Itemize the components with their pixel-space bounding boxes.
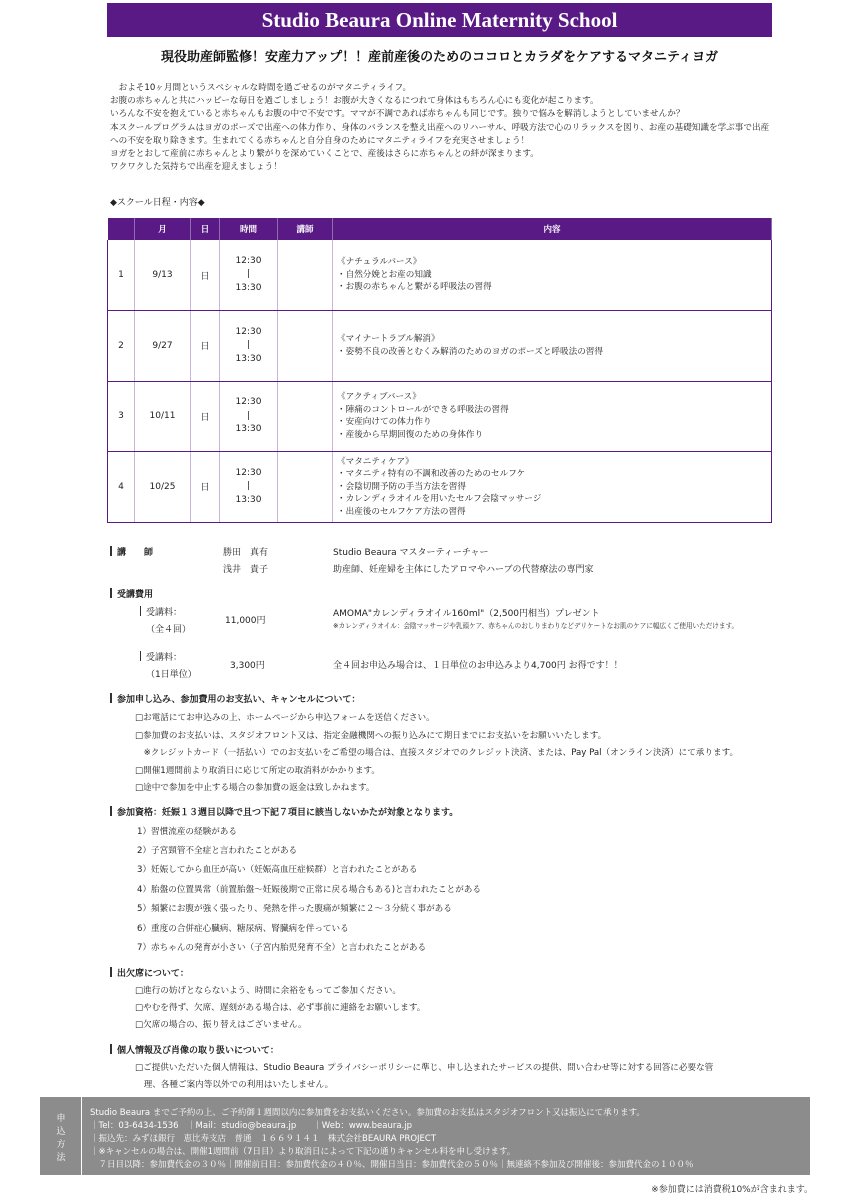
tax-note: ※参加費には消費税10%が含まれます。 <box>651 1185 813 1195</box>
intro-line: への不安を取り除きます。生まれてくる赤ちゃんと自分自身のためにマタニティライフを充実させましょう！ <box>110 135 530 146</box>
time-end: 13:30 <box>235 353 262 364</box>
privacy-section <box>110 1043 279 1056</box>
application-item: ※クレジットカード（一括払い）でのお支払いをご希望の場合は、直接スタジオでのクレジット決済、または、Pay Pal（オンライン決済）にて承ります。 <box>135 748 739 758</box>
table-row <box>108 311 772 382</box>
eligibility-item: 5）頻繁にお腹が強く張ったり、発熱を伴った腹痛が頻繁に２～３分続く事がある <box>137 904 452 914</box>
row-time <box>220 311 278 382</box>
row-content <box>333 240 772 311</box>
intro-line: ヨガをとおして産前に赤ちゃんとより繋がりを深めていくことで、産後はさらに赤ちゃんとの絆が深まります。 <box>110 149 539 160</box>
eligibility-item: 7）赤ちゃんの発育が小さい（子宮内胎児発育不全）と言われたことがある <box>137 943 427 953</box>
attendance-item: □やむを得ず、欠席、遅刻がある場合は、必ず事前に連絡をお願いします。 <box>135 1003 426 1013</box>
fee-full-label <box>140 605 182 618</box>
content-line: ・陣痛のコントロールができる呼吸法の習得 <box>337 404 509 415</box>
schedule-table <box>107 218 772 523</box>
row-date: 9/27 <box>135 311 191 382</box>
time-separator: | <box>246 481 251 491</box>
instructor-desc: Studio Beaura マスターティーチャー <box>333 548 489 558</box>
time-separator: | <box>246 410 251 421</box>
fees-title: 受講費用 <box>117 590 154 600</box>
row-teacher <box>278 311 333 382</box>
fee-single-price: 3,300円 <box>230 661 265 671</box>
section-bar <box>110 1044 112 1054</box>
section-bar <box>110 546 112 556</box>
application-method-label: 申 込 方 法 <box>56 1114 66 1163</box>
privacy-title: 個人情報及び肖像の取り扱いについて： <box>117 1046 279 1056</box>
row-number: 2 <box>108 311 135 382</box>
time-end: 13:30 <box>235 494 262 505</box>
instructors-section <box>110 545 153 558</box>
footer-line: ｜※キャンセルの場合は、開催1週間前（7日目）より取消日によって下記の通りキャンセル料を申し受けます。 <box>90 1147 516 1157</box>
fees-section <box>110 587 153 600</box>
eligibility-item: 3）妊娠してから血圧が高い（妊娠高血圧症候群）と言われたことがある <box>137 865 418 875</box>
content-line: ・お腹の赤ちゃんと繋がる呼吸法の習得 <box>337 282 492 293</box>
attendance-item: □進行の妨げとならないよう、時間に余裕をもってご参加ください。 <box>135 986 401 996</box>
eligibility-title: 参加資格：妊娠１３週目以降で且つ下記７項目に該当しないかたが対象となります。 <box>117 808 459 818</box>
time-separator: | <box>246 340 251 350</box>
application-title: 参加申し込み、参加費用のお支払い、キャンセルについて： <box>117 695 361 705</box>
table-row <box>108 240 772 311</box>
fee-full-note: AMOMA"カレンディラオイル160ml"（2,500円相当）プレゼント <box>333 609 600 619</box>
fee-single-label-text: 受講料： <box>146 653 183 663</box>
eligibility-item: 4）胎盤の位置異常（前置胎盤～妊娠後期で正常に戻る場合もある)と言われたことがある <box>137 885 481 895</box>
intro-line: お腹の赤ちゃんと共にハッピーな毎日を過ごしましょう！お腹が大きくなるにつれて身体はもちろん心にも変化が起こります。 <box>110 96 599 107</box>
table-row <box>108 381 772 452</box>
content-line: 《マタニティケア》 <box>337 456 414 467</box>
intro-line: ワクワクした気持ちで出産を迎えましょう！ <box>110 162 282 173</box>
row-time <box>220 381 278 452</box>
fee-single-label <box>140 650 182 663</box>
row-date: 10/11 <box>135 381 191 452</box>
table-row <box>108 452 772 523</box>
col-header-month: 月 <box>135 218 191 240</box>
row-content <box>333 381 772 452</box>
fee-full-count: （全４回） <box>146 625 192 635</box>
content-line: 《マイナートラブル解消》 <box>337 334 440 345</box>
col-header-teacher: 講師 <box>278 218 333 240</box>
col-header-time: 時間 <box>220 218 278 240</box>
col-header-content: 内容 <box>333 218 772 240</box>
section-bar <box>110 967 112 977</box>
col-header-day: 日 <box>191 218 220 240</box>
application-method-lines <box>90 1107 694 1172</box>
time-start: 12:30 <box>235 255 262 266</box>
time-start: 12:30 <box>235 397 262 407</box>
schedule-heading: ◆スクール日程・内容◆ <box>110 198 205 208</box>
section-bar <box>110 588 112 598</box>
application-item: □開催1週間前より取消日に応じて所定の取消料がかかります。 <box>135 766 380 776</box>
attendance-item: □欠席の場合の、振り替えはございません。 <box>135 1020 307 1030</box>
application-item: □お電話にてお申込みの上、ホームページから申込フォームを送信ください。 <box>135 713 435 723</box>
fee-full-label-text: 受講料： <box>146 608 183 618</box>
attendance-title: 出欠席について： <box>117 969 189 979</box>
application-method-label-box <box>40 1097 82 1175</box>
row-date: 10/25 <box>135 452 191 523</box>
fee-single-note: 全４回お申込み場合は、１日単位のお申込みより4,700円 お得です！！ <box>333 661 623 671</box>
fee-single-unit: （1日単位） <box>146 670 197 680</box>
row-content <box>333 452 772 523</box>
eligibility-item: 2）子宮頸管不全症と言われたことがある <box>137 846 298 856</box>
content-line: ・自然分娩とお産の知識 <box>337 269 432 280</box>
content-line: ・カレンディラオイルを用いたセルフ会陰マッサージ <box>337 494 542 504</box>
time-end: 13:30 <box>235 424 262 434</box>
content-line: 《アクティブバース》 <box>337 392 421 403</box>
content-line: ・マタニティ特有の不調和改善のためのセルフケ <box>337 469 526 479</box>
footer-line: ｜振込先：みずほ銀行 恵比寿支店 普通 １６６９１４１ 株式会社BEAURA PROJECT <box>90 1134 437 1144</box>
row-weekday: 日 <box>191 452 220 523</box>
intro-line: いろんな不安を抱えていると赤ちゃんもお腹の中で不安です。ママが不調であれば赤ちゃんも同じです。独りで悩みを解消しようとしていませんか？ <box>110 109 685 120</box>
footer-line: ｜Tel：03-6434-1536 ｜Mail：studio@beaura.jp ｜Web：www.beaura.jp <box>90 1121 413 1131</box>
row-teacher <box>278 452 333 523</box>
row-teacher <box>278 240 333 311</box>
content-line: ・姿勢不良の改善とむくみ解消のためのヨガのポーズと呼吸法の習得 <box>337 346 603 357</box>
time-start: 12:30 <box>235 467 262 478</box>
fee-full-small-note: ※カレンディラオイル：会陰マッサージや乳頭ケア、赤ちゃんのおしりまわりなどデリケートなお肌のケアに幅広くご使用いただけます。 <box>333 622 739 630</box>
eligibility-section <box>110 805 458 818</box>
footer-line: ７日目以降：参加費代金の３０％｜開催前日目：参加費代金の４０％、開催日当日：参加費代金の５０％｜無連絡不参加及び開催後：参加費代金の１００％ <box>90 1160 694 1170</box>
page-banner: Studio Beaura Online Maternity School <box>107 3 772 37</box>
row-time <box>220 452 278 523</box>
row-weekday: 日 <box>191 381 220 452</box>
content-line: ・出産後のセルフケア方法の習得 <box>337 506 466 517</box>
attendance-section <box>110 966 189 979</box>
instructor-name: 勝田 真有 <box>223 548 269 558</box>
privacy-item: 理、各種ご案内等以外での利用はいたしません。 <box>135 1080 334 1090</box>
fee-bar <box>140 606 141 616</box>
privacy-item: □ご提供いただいた個人情報は、Studio Beaura プライバシーポリシーに準じ、申し込まれたサービスの提供、問い合わせ等に対する回答に必要な管 <box>135 1063 714 1073</box>
section-bar <box>110 806 112 816</box>
content-line: 《ナチュラルバース》 <box>337 257 422 268</box>
eligibility-item: 1）習慣流産の経験がある <box>137 827 237 837</box>
page-subtitle: 現役助産師監修！安産力アップ！！産前産後のためのココロとカラダをケアするマタニティヨガ <box>161 50 718 65</box>
row-date: 9/13 <box>135 240 191 311</box>
application-item: □途中で参加を中止する場合の参加費の返金は致しかねます。 <box>135 783 375 793</box>
application-method-box <box>40 1097 810 1175</box>
application-section <box>110 692 360 705</box>
row-weekday: 日 <box>191 311 220 382</box>
schedule-header-row <box>108 218 772 240</box>
instructor-desc: 助産師、妊産婦を主体にしたアロマやハーブの代替療法の専門家 <box>333 565 594 575</box>
section-bar <box>110 693 112 703</box>
application-item: □参加費のお支払いは、スタジオフロント又は、指定金融機関への振り込みにて期日までにお支払いをお願いいたします。 <box>135 731 607 741</box>
intro-line: 本スクールプログラムはヨガのポーズで出産への体力作り、身体のバランスを整え出産へのリハーサル、呼吸方法で心のリラックスを図り、お産の基礎知識を学ぶ事で出産 <box>110 122 770 133</box>
fee-full-price: 11,000円 <box>225 616 266 626</box>
row-content <box>333 311 772 382</box>
row-teacher <box>278 381 333 452</box>
time-separator: | <box>246 269 251 280</box>
fee-bar <box>140 651 141 661</box>
time-start: 12:30 <box>235 326 262 337</box>
row-number: 1 <box>108 240 135 311</box>
content-line: ・産後から早期回復のための身体作り <box>337 429 484 440</box>
row-time <box>220 240 278 311</box>
row-weekday: 日 <box>191 240 220 311</box>
eligibility-item: 6）重度の合併症心臓病、糖尿病、腎臓病を伴っている <box>137 924 349 934</box>
time-end: 13:30 <box>235 282 262 293</box>
content-line: ・安産向けての体力作り <box>337 417 432 428</box>
row-number: 3 <box>108 381 135 452</box>
intro-text <box>110 82 770 174</box>
instructor-name: 浅井 貴子 <box>223 565 269 575</box>
instructors-title: 講 師 <box>117 548 154 558</box>
content-line: ・会陰切開予防の手当方法を習得 <box>337 481 466 492</box>
row-number: 4 <box>108 452 135 523</box>
footer-line: Studio Beaura までご予約の上、ご予約御１週間以内に参加費をお支払いください。参加費のお支払はスタジオフロント又は振込にて承ります。 <box>90 1108 645 1118</box>
intro-line: およそ10ヶ月間というスペシャルな時間を過ごせるのがマタニティライフ。 <box>110 83 412 93</box>
col-header-no <box>108 218 135 240</box>
